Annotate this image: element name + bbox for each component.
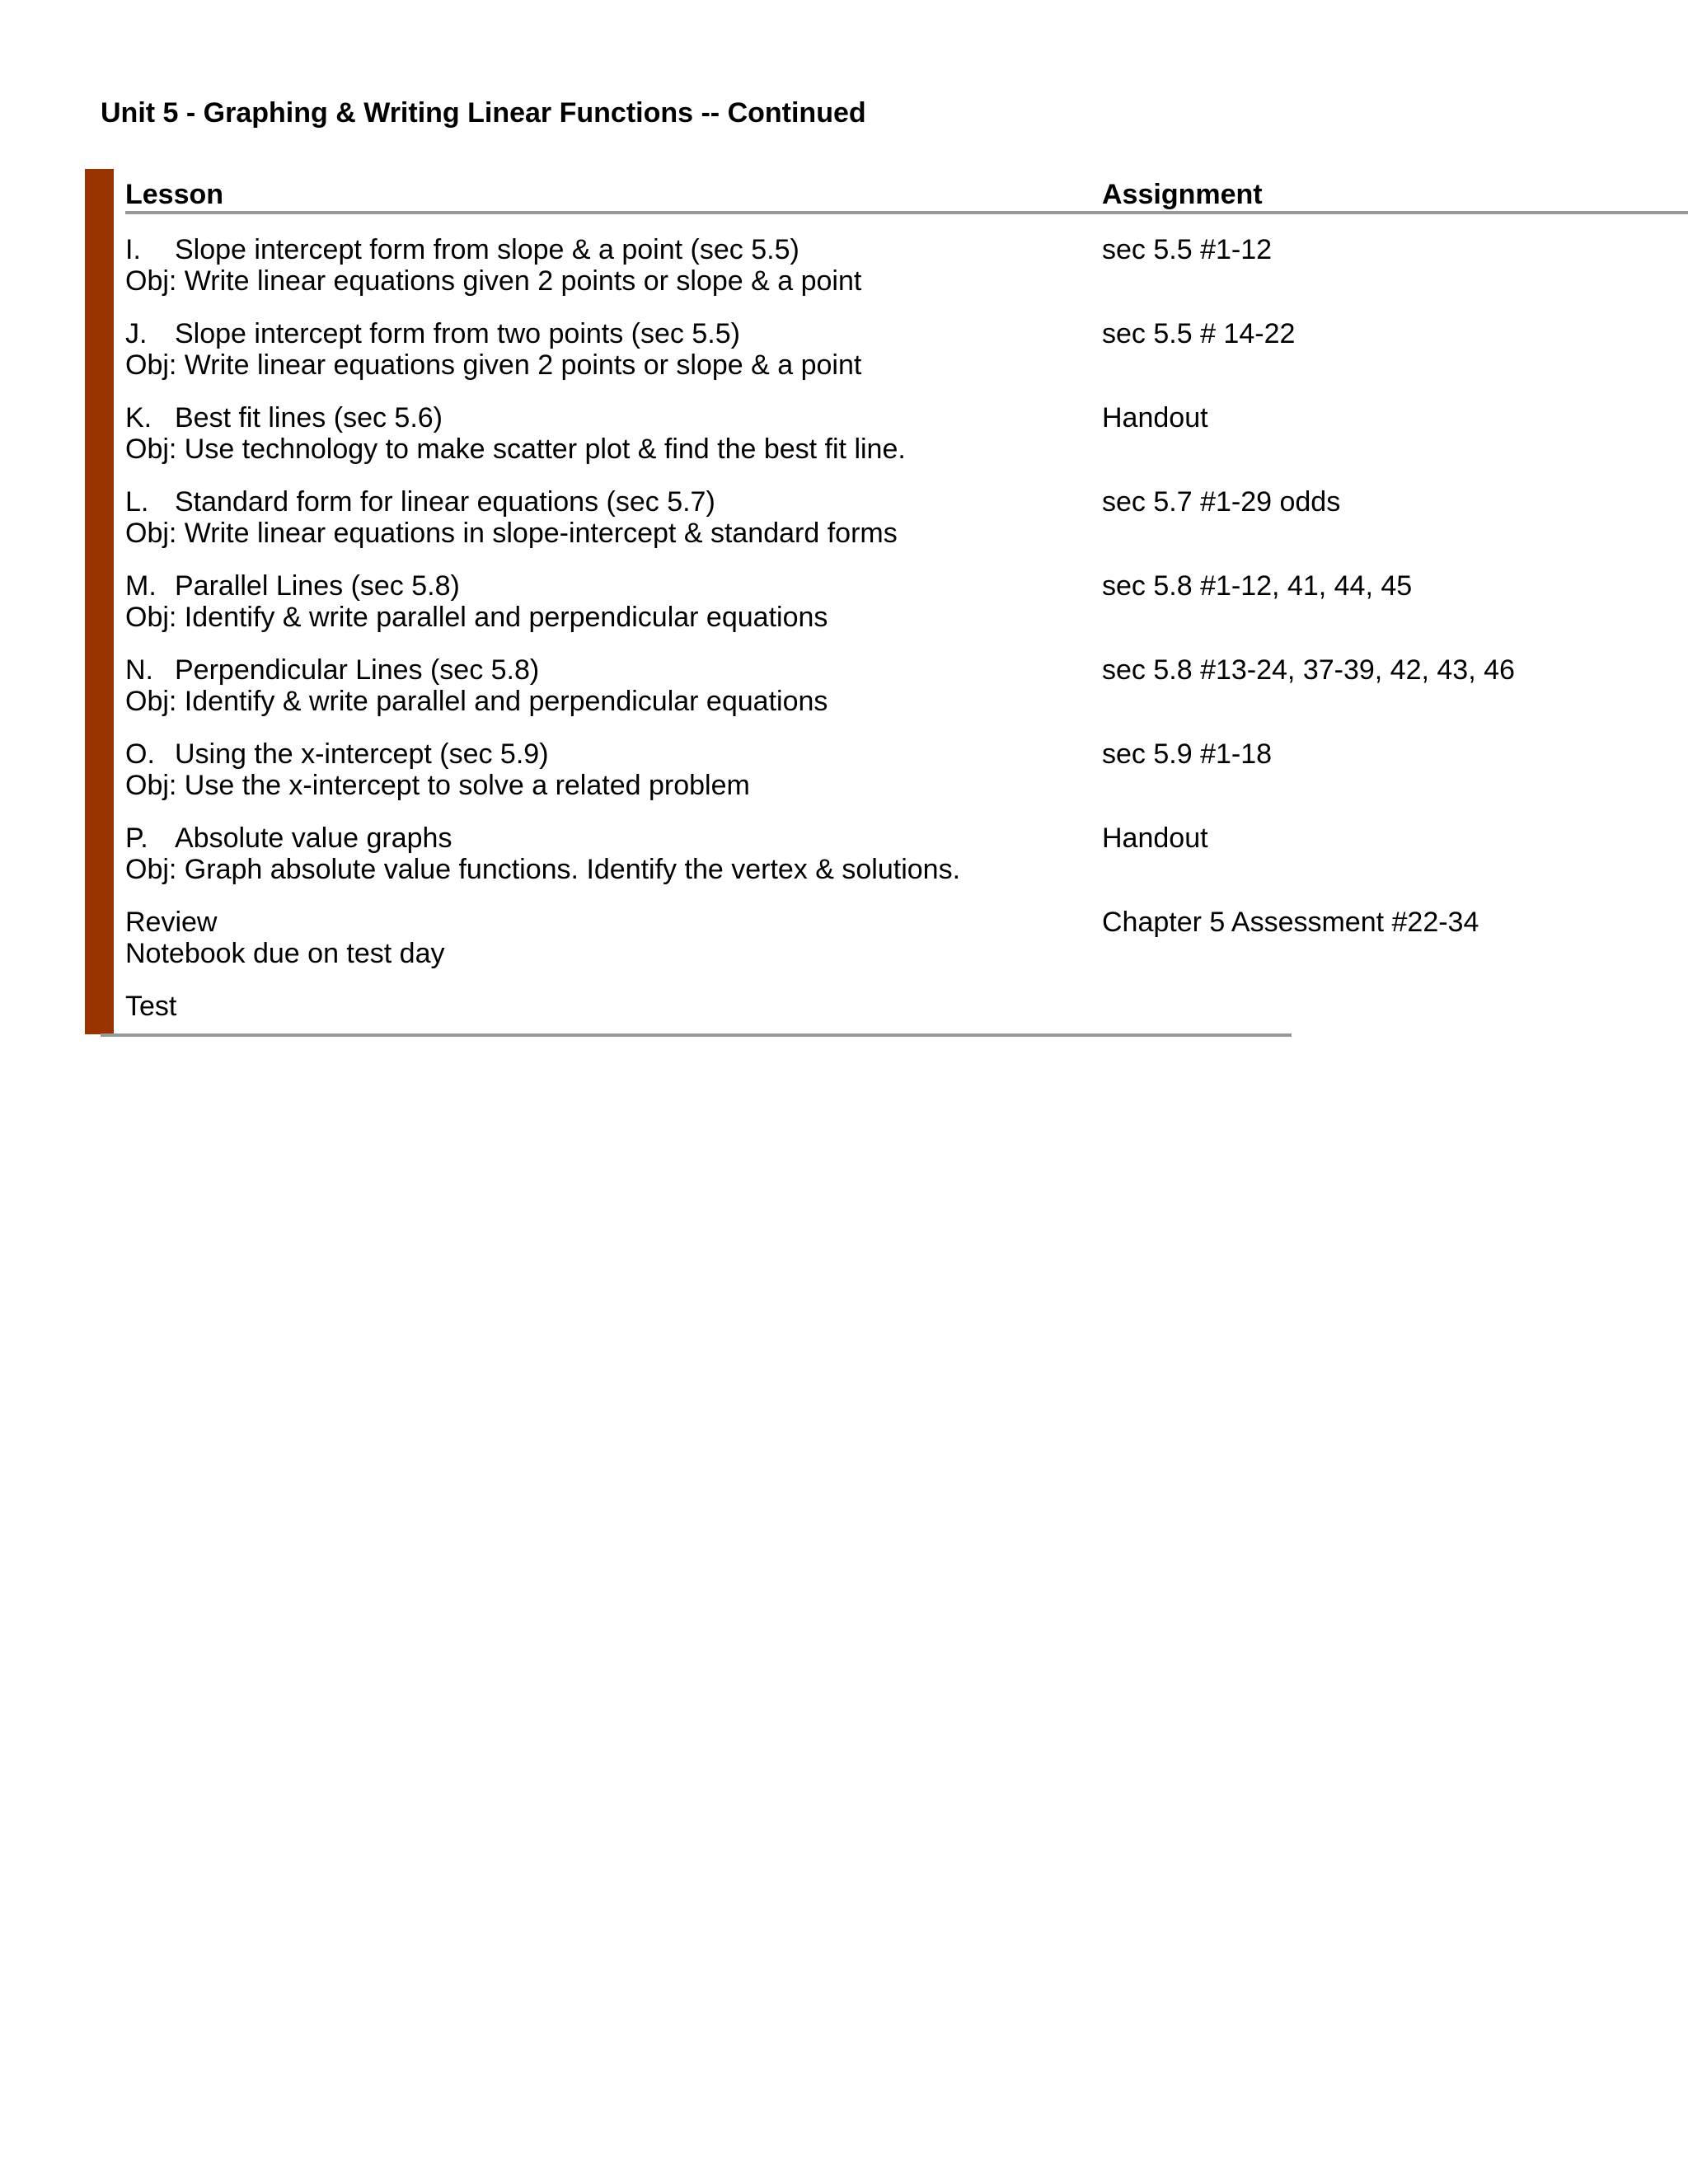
table-row xyxy=(125,654,1675,738)
test-row xyxy=(125,991,1675,1040)
lesson-letter: I. xyxy=(125,234,141,265)
assignment-cell: sec 5.8 #13-24, 37-39, 42, 43, 46 xyxy=(1102,654,1515,686)
lesson-cell xyxy=(125,738,1081,801)
lesson-title: Best fit lines (sec 5.6) xyxy=(175,402,443,434)
lesson-objective: Obj: Identify & write parallel and perpendicular equations xyxy=(125,686,828,717)
assignment-cell: sec 5.5 # 14-22 xyxy=(1102,318,1296,349)
table-row xyxy=(125,570,1675,654)
lesson-letter: L. xyxy=(125,486,149,518)
lesson-column-header: Lesson xyxy=(125,179,224,210)
lesson-objective: Obj: Write linear equations given 2 points or slope & a point xyxy=(125,349,862,381)
table-row xyxy=(125,823,1675,907)
assignment-cell: Handout xyxy=(1102,402,1208,434)
lesson-cell xyxy=(125,654,1081,717)
lesson-letter: M. xyxy=(125,570,157,602)
lesson-cell xyxy=(125,907,1081,969)
lesson-cell xyxy=(125,318,1081,381)
lesson-objective: Obj: Use technology to make scatter plot & find the best fit line. xyxy=(125,434,906,465)
table-row xyxy=(125,738,1675,823)
lesson-letter: N. xyxy=(125,654,153,686)
table-row xyxy=(125,486,1675,570)
accent-bar xyxy=(85,169,114,1034)
lesson-table-body xyxy=(125,234,1675,1040)
review-title: Review xyxy=(125,907,218,938)
review-row xyxy=(125,907,1675,991)
test-title: Test xyxy=(125,991,177,1022)
table-row xyxy=(125,402,1675,486)
assignment-cell: Handout xyxy=(1102,823,1208,854)
assignment-cell: sec 5.9 #1-18 xyxy=(1102,738,1273,770)
table-row xyxy=(125,318,1675,402)
lesson-objective: Obj: Write linear equations in slope-intercept & standard forms xyxy=(125,518,898,549)
lesson-cell xyxy=(125,823,1081,885)
review-note: Notebook due on test day xyxy=(125,938,445,969)
lesson-letter: K. xyxy=(125,402,152,434)
lesson-title: Slope intercept form from two points (sec 5.5) xyxy=(175,318,740,349)
lesson-cell xyxy=(125,234,1081,297)
lesson-cell xyxy=(125,570,1081,633)
assignment-column-header: Assignment xyxy=(1102,179,1263,210)
lesson-title: Using the x-intercept (sec 5.9) xyxy=(175,738,549,770)
assignment-cell: sec 5.5 #1-12 xyxy=(1102,234,1273,265)
bottom-divider xyxy=(101,1033,1292,1037)
lesson-title: Absolute value graphs xyxy=(175,823,452,854)
lesson-letter: P. xyxy=(125,823,148,854)
lesson-title: Standard form for linear equations (sec 5.7) xyxy=(175,486,715,518)
lesson-title: Slope intercept form from slope & a point (sec 5.5) xyxy=(175,234,799,265)
assignment-cell: sec 5.7 #1-29 odds xyxy=(1102,486,1341,518)
lesson-objective: Obj: Identify & write parallel and perpendicular equations xyxy=(125,602,828,633)
assignment-cell: sec 5.8 #1-12, 41, 44, 45 xyxy=(1102,570,1413,602)
lesson-cell xyxy=(125,402,1081,465)
lesson-title: Parallel Lines (sec 5.8) xyxy=(175,570,460,602)
lesson-cell xyxy=(125,486,1081,549)
lesson-title: Perpendicular Lines (sec 5.8) xyxy=(175,654,540,686)
lesson-letter: J. xyxy=(125,318,148,349)
lesson-cell xyxy=(125,991,1081,1022)
lesson-letter: O. xyxy=(125,738,155,770)
lesson-objective: Obj: Write linear equations given 2 points or slope & a point xyxy=(125,265,862,297)
assignment-cell: Chapter 5 Assessment #22-34 xyxy=(1102,907,1479,938)
page-title: Unit 5 - Graphing & Writing Linear Functions -- Continued xyxy=(101,97,866,129)
lesson-objective: Obj: Use the x-intercept to solve a related problem xyxy=(125,770,750,801)
table-row xyxy=(125,234,1675,318)
header-divider xyxy=(125,211,1688,214)
lesson-objective: Obj: Graph absolute value functions. Identify the vertex & solutions. xyxy=(125,854,961,885)
